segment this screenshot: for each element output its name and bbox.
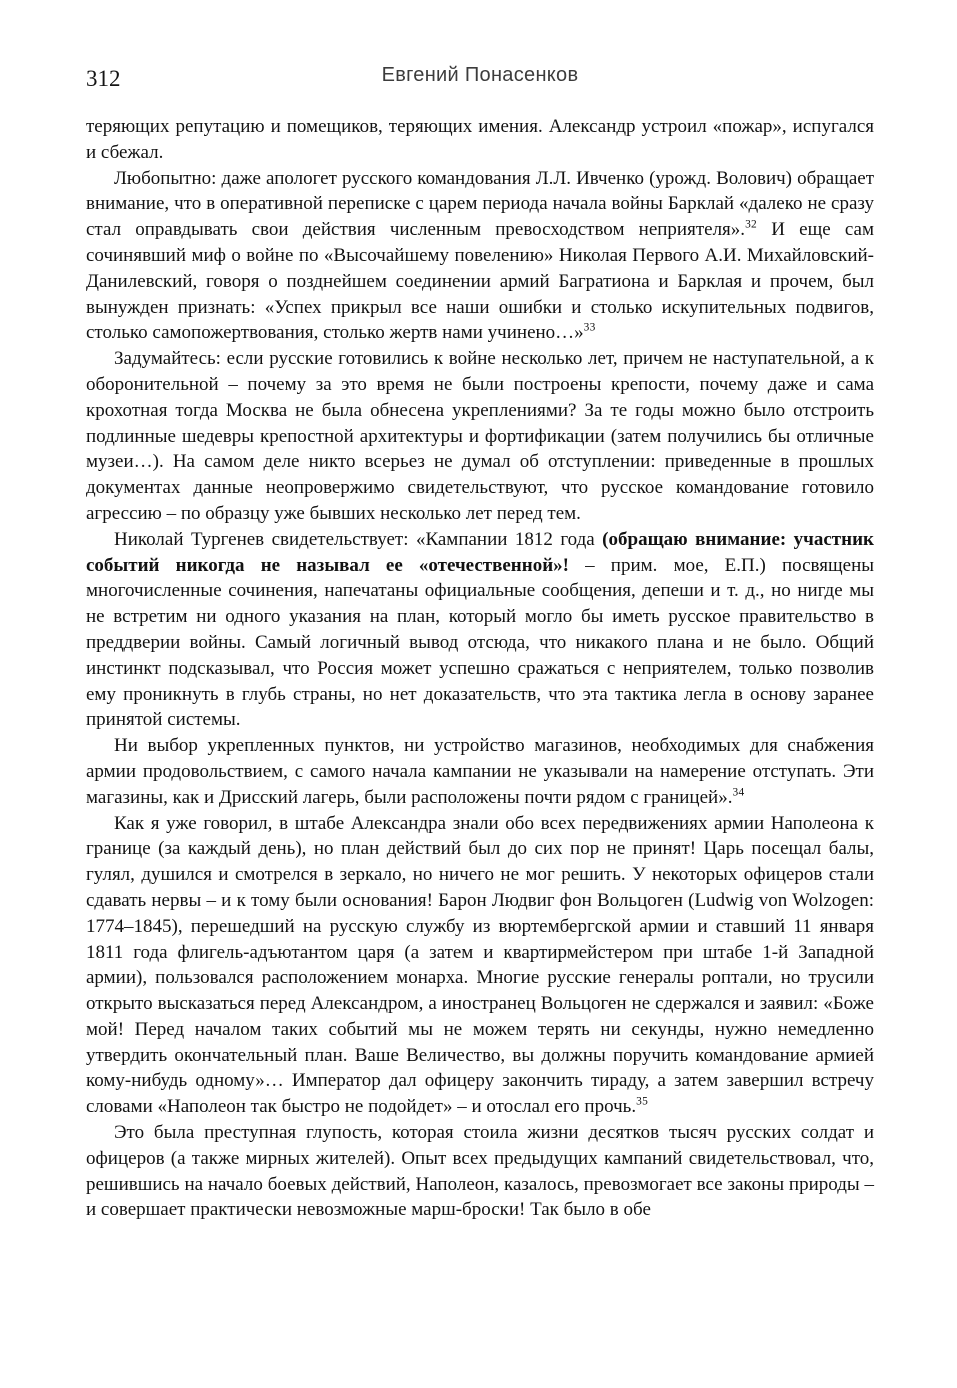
text-segment: (обращаю внимание: участник событий никогда не называл ее «отечественной»! bbox=[86, 528, 874, 576]
page-header bbox=[86, 64, 874, 94]
text-segment: Задумайтесь: если русские готовились к войне несколько лет, причем не наступательной, а к оборонительной – почему за это время не были построены крепости, почему даже и сама крохотная тогда Москва не была обнесена укреплениями? За те годы можно было отстроить подлинные шедевры крепостной архитектуры и фортификации (затем получились бы отличные музеи…). На самом деле никто всерьез не думал об отступлении: приведенные в прошлых документах данные неопровержимо свидетельствуют, что русское командование готовило агрессию – по образцу уже бывших несколько лет перед тем. bbox=[86, 348, 874, 524]
text-segment: – прим. мое, Е.П.) посвящены многочисленные сочинения, напечатаны официальные сообщения, депеши и т. д., но нигде мы не встретим ни одного указания на план, который могло бы иметь русское правительство в преддверии войны. Самый логичный вывод отсюда, что никакого плана и не было. Общий инстинкт подсказывал, что Россия может успешно сражаться с неприятелем, только позволив ему проникнуть в глубь страны, но нет доказательств, что эта тактика легла в основу заранее принятой системы. bbox=[86, 554, 875, 731]
text-segment: И еще сам сочинявший миф о войне по «Высочайшему повелению» Николая Первого А.И. Михайловский-Данилевский, говоря о позднейшем соединении армий Багратиона и Барклая и прочем, был вынужден признать: «Успех прикрыл все наши ошибки и столько искупительных подвигов, столько самопожертвования, столько жертв нами учинено…» bbox=[86, 219, 875, 344]
text-segment: Как я уже говорил, в штабе Александра знали обо всех передвижениях армии Наполеона к границе (за каждый день), но план действий был до сих пор не принят! Царь посещал балы, гулял, душился и смотрелся в зеркало, но ничего не мог решить. У некоторых офицеров стали сдавать нервы – и к тому были основания! Барон Людвиг фон Вольцоген (Ludwig von Wolzogen: 1774–1845), перешедший на русскую службу из вюртембергской армии и ставший 11 января 1811 года флигель-адъютантом царя (а затем и квартирмейстером при штабе 1-й Западной армии), пользовался расположением монарха. Многие русские генералы роптали, но трусили открыто высказаться перед Александром, а иностранец Вольцоген не сдержался и заявил: «Боже мой! Перед началом таких событий мы не можем терять ни секунды, нужно немедленно утвердить окончательный план. Ваше Величество, вы должны поручить командование армией кому-нибудь одному»… Император дал офицеру закончить тираду, а затем завершил встречу словами «Наполеон так быстро не подойдет» – и отослал его прочь. bbox=[86, 812, 874, 1118]
text-segment: теряющих репутацию и помещиков, теряющих имения. Александр устроил «пожар», испугался и сбежал. bbox=[86, 116, 874, 163]
footnote-ref: 35 bbox=[636, 1095, 649, 1108]
paragraph bbox=[86, 1120, 874, 1223]
paragraph bbox=[86, 811, 874, 1121]
footnote-ref: 34 bbox=[732, 786, 745, 799]
paragraph bbox=[86, 114, 874, 166]
paragraph bbox=[86, 733, 874, 810]
text-segment: Любопытно: даже апологет русского командования Л.Л. Ивченко (урожд. Волович) обращает внимание, что в оперативной переписке с царем периода начала войны Барклай «далеко не сразу стал оправдывать свои действия численным превосходством неприятеля». bbox=[86, 167, 874, 241]
text-segment: Это была преступная глупость, которая стоила жизни десятков тысяч русских солдат и офицеров (а также мирных жителей). Опыт всех предыдущих кампаний свидетельствовал, что, решившись на начало боевых действий, Наполеон, казалось, превозмогает все законы природы – и совершает практически невозможные марш-броски! Так было в обе bbox=[86, 1122, 874, 1221]
footnote-ref: 33 bbox=[583, 322, 596, 335]
page-body bbox=[86, 114, 874, 1223]
text-segment: Николай Тургенев свидетельствует: «Кампании 1812 года bbox=[114, 528, 603, 550]
running-head: Евгений Понасенков bbox=[381, 64, 579, 86]
footnote-ref: 32 bbox=[745, 218, 758, 231]
paragraph bbox=[86, 346, 874, 527]
paragraph bbox=[86, 527, 874, 733]
paragraph bbox=[86, 166, 874, 347]
text-segment: Ни выбор укрепленных пунктов, ни устройство магазинов, необходимых для снабжения армии продовольствием, с самого начала кампании не указывали на намерение отступать. Эти магазины, как и Дрисский лагерь, были расположены почти рядом с границей». bbox=[86, 735, 874, 808]
page-number: 312 bbox=[86, 66, 121, 91]
